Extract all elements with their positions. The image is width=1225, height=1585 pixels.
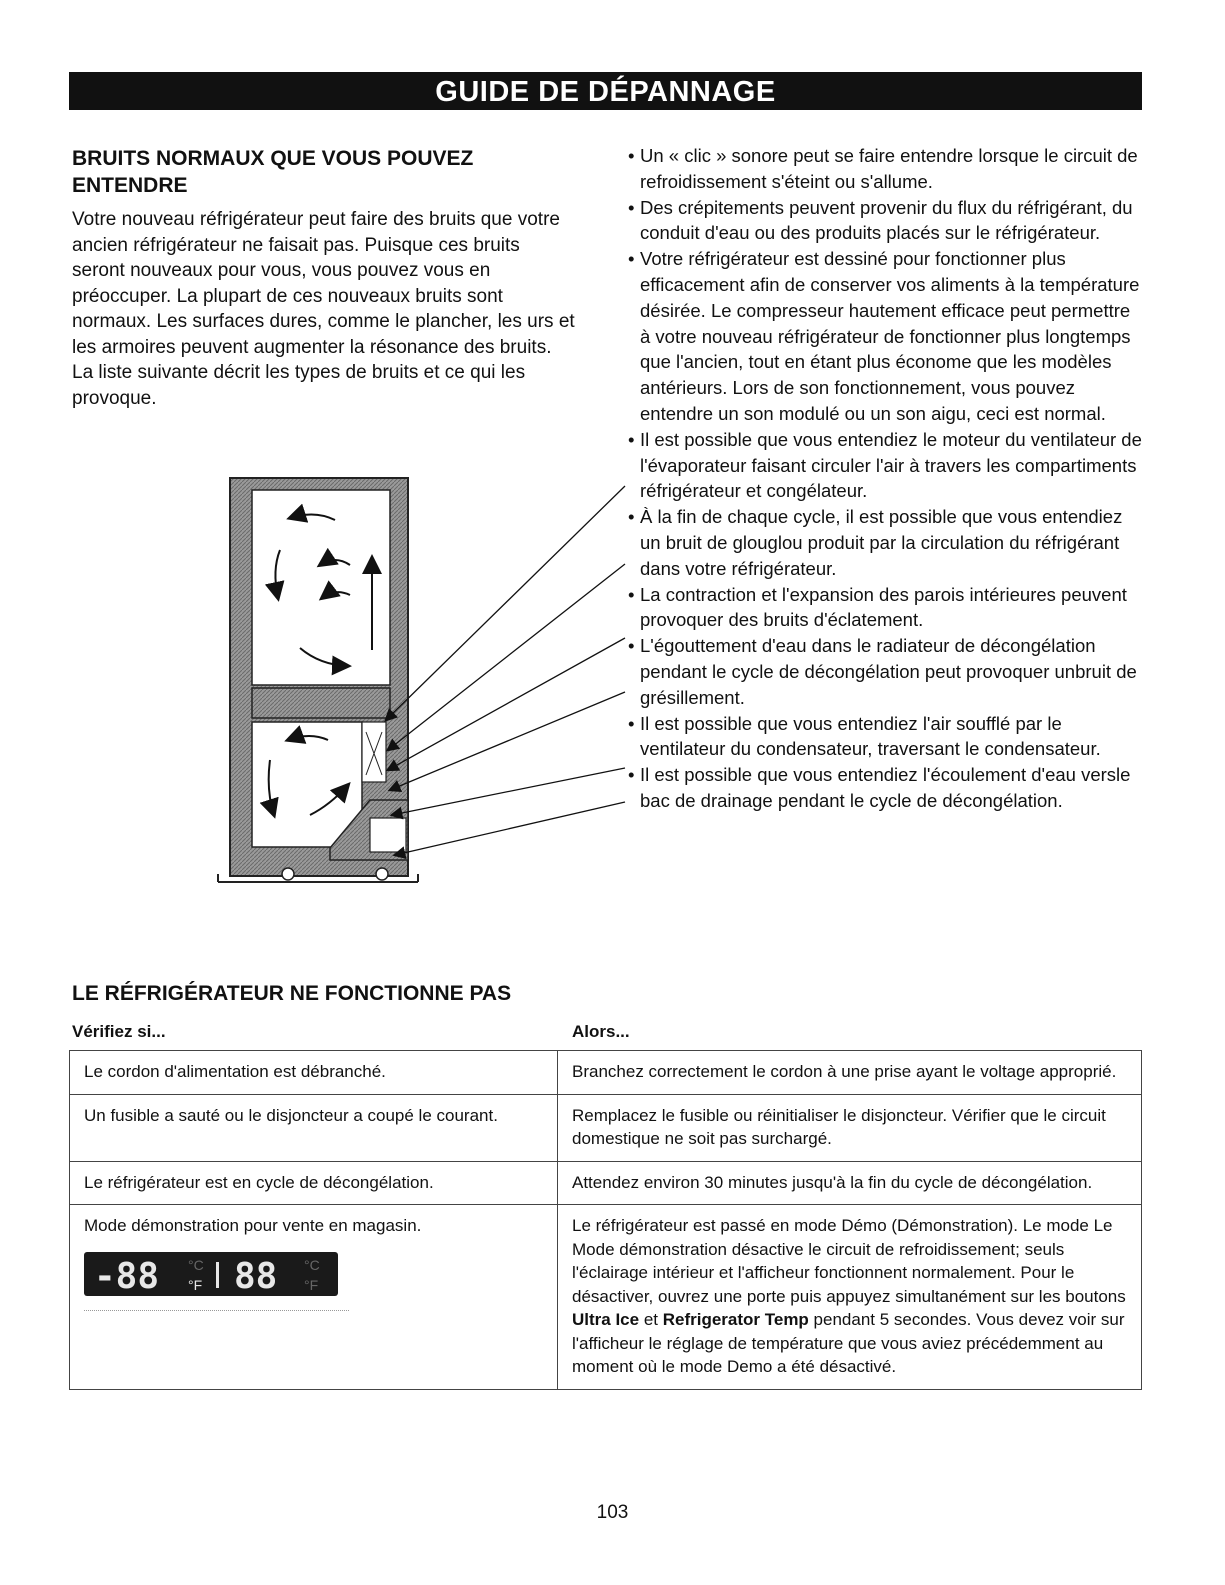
noise-list bbox=[622, 143, 1142, 814]
list-item: • Il est possible que vous entendiez l'écoulement d'eau versle bac de drainage pendant le cycle de décongélation. bbox=[622, 762, 1142, 814]
action-text: Le réfrigérateur est passé en mode Démo (Démonstration). Le mode Le Mode démonstration désactive le circuit de refroidissement; seuls l'éclairage intérieur et l'afficheur fonctionnent normalement. Pour le désactiver, ouvrez une porte puis appuyez simultanément sur les boutons bbox=[572, 1216, 1126, 1306]
section-heading-not-working: LE RÉFRIGÉRATEUR NE FONCTIONNE PAS bbox=[72, 982, 512, 1005]
action-cell: Attendez environ 30 minutes jusqu'à la fin du cycle de décongélation. bbox=[558, 1161, 1142, 1205]
column-header-check: Vérifiez si... bbox=[72, 1022, 166, 1041]
check-cell: Le cordon d'alimentation est débranché. bbox=[70, 1051, 558, 1095]
divider bbox=[84, 1310, 349, 1311]
check-cell: Le réfrigérateur est en cycle de décongélation. bbox=[70, 1161, 558, 1205]
column-header-action: Alors... bbox=[572, 1022, 630, 1041]
page-banner: GUIDE DE DÉPANNAGE bbox=[69, 72, 1142, 110]
check-text: Mode démonstration pour vente en magasin. bbox=[84, 1216, 422, 1235]
display-left-unit-c: °C bbox=[188, 1256, 204, 1273]
list-item: • La contraction et l'expansion des parois intérieures peuvent provoquer des bruits d'éclatement. bbox=[622, 582, 1142, 634]
table-row bbox=[70, 1205, 1142, 1390]
intro-paragraph: Votre nouveau réfrigérateur peut faire des bruits que votre ancien réfrigérateur ne faisait pas. Puisque ces bruits seront nouveaux pour vous, vous pouvez vous en préoccuper. La plupart de ces nouveaux bruits sont normaux. Les surfaces dures, comme le plancher, les urs et les armoires peuvent augmenter la résonance des bruits. La liste suivante décrit les types de bruits et ce qui les provoque. bbox=[72, 209, 575, 409]
action-cell: Branchez correctement le cordon à une prise ayant le voltage approprié. bbox=[558, 1051, 1142, 1095]
list-item: • Il est possible que vous entendiez le moteur du ventilateur de l'évaporateur faisant circuler l'air à travers les compartiments réfrigérateur et congélateur. bbox=[622, 427, 1142, 504]
display-graphic bbox=[84, 1252, 338, 1296]
refrigerator-diagram bbox=[210, 470, 650, 890]
table-row bbox=[70, 1094, 1142, 1161]
list-item: • L'égouttement d'eau dans le radiateur de décongélation pendant le cycle de décongélation peut provoquer unbruit de grésillement. bbox=[622, 633, 1142, 710]
section-heading-noises bbox=[72, 145, 473, 199]
table-row bbox=[70, 1051, 1142, 1095]
demo-display bbox=[84, 1252, 338, 1296]
button-name-refrigerator-temp: Refrigerator Temp bbox=[662, 1310, 809, 1329]
table-row bbox=[70, 1161, 1142, 1205]
check-cell: Un fusible a sauté ou le disjoncteur a coupé le courant. bbox=[70, 1094, 558, 1161]
heading-line: BRUITS NORMAUX QUE VOUS POUVEZ bbox=[72, 147, 474, 170]
display-right-unit-f: °F bbox=[304, 1276, 319, 1293]
list-item: • Il est possible que vous entendiez l'air soufflé par le ventilateur du condensateur, traversant le condensateur. bbox=[622, 711, 1142, 763]
display-left-unit-f: °F bbox=[188, 1276, 203, 1293]
list-item: • Des crépitements peuvent provenir du flux du réfrigérant, du conduit d'eau ou des produits placés sur le réfrigérateur. bbox=[622, 195, 1142, 247]
troubleshooting-table bbox=[69, 1050, 1142, 1390]
action-text: et bbox=[639, 1310, 663, 1329]
list-item: • Un « clic » sonore peut se faire entendre lorsque le circuit de refroidissement s'éteint ou s'allume. bbox=[622, 143, 1142, 195]
list-item: • Votre réfrigérateur est dessiné pour fonctionner plus efficacement afin de conserver vos aliments à la température désirée. Le compresseur hautement efficace peut permettre à votre nouveau réfrigérateur de fonctionner plus longtemps que l'ancien, tout en étant plus économe que les modèles antérieurs. Lors de son fonctionnement, vous pouvez entendre un son modulé ou un son aigu, ceci est normal. bbox=[622, 246, 1142, 427]
list-item: • À la fin de chaque cycle, il est possible que vous entendiez un bruit de glouglou produit par la circulation du réfrigérant dans votre réfrigérateur. bbox=[622, 504, 1142, 581]
button-name-ultra-ice: Ultra Ice bbox=[572, 1310, 640, 1329]
page-number: 103 bbox=[596, 1502, 629, 1523]
action-cell: Remplacez le fusible ou réinitialiser le disjoncteur. Vérifier que le circuit domestique ne soit pas surchargé. bbox=[558, 1094, 1142, 1161]
action-text: pendant 5 secondes. Vous devez voir sur l'afficheur le réglage de température que vous aviez précédemment au moment où le mode Demo a été désactivé. bbox=[572, 1310, 1125, 1376]
action-cell bbox=[558, 1205, 1142, 1390]
display-right-digits: 88 bbox=[234, 1255, 278, 1296]
heading-line: ENTENDRE bbox=[72, 174, 188, 197]
check-cell bbox=[70, 1205, 558, 1390]
display-right-unit-c: °C bbox=[304, 1256, 320, 1273]
display-left-digits: -88 bbox=[94, 1255, 160, 1296]
